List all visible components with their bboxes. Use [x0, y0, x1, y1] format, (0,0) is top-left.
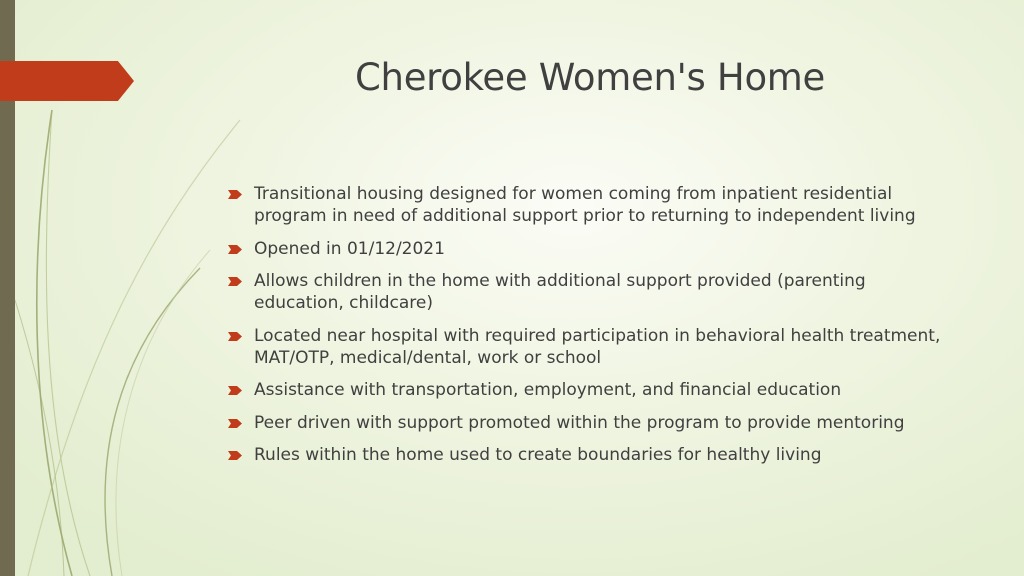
bullet-item [228, 379, 948, 401]
bullet-text: Peer driven with support promoted within the program to provide mentoring [254, 412, 905, 433]
bullet-item [228, 444, 948, 466]
arrowhead-bullet-icon [228, 451, 242, 460]
arrowhead-bullet-icon [228, 386, 242, 395]
bullet-item [228, 183, 948, 227]
bullet-item [228, 270, 948, 314]
bullet-text: Transitional housing designed for women coming from inpatient residential program in need of additional support prior to returning to independent living [254, 184, 916, 226]
bullet-text: Allows children in the home with additional support provided (parenting education, childcare) [254, 271, 866, 313]
bullet-text: Rules within the home used to create boundaries for healthy living [254, 445, 822, 465]
slide-title: Cherokee Women's Home [355, 56, 825, 99]
bullet-item [228, 325, 948, 369]
arrowhead-bullet-icon [228, 245, 242, 254]
bullet-text: Located near hospital with required participation in behavioral health treatment, MAT/OTP, medical/dental, work or school [254, 325, 941, 368]
arrowhead-bullet-icon [228, 419, 242, 428]
bullet-text: Opened in 01/12/2021 [254, 238, 445, 259]
bullet-item [228, 238, 948, 260]
bullet-text: Assistance with transportation, employment, and financial education [254, 380, 842, 400]
arrowhead-bullet-icon [228, 277, 242, 286]
arrowhead-bullet-icon [228, 190, 242, 199]
bullet-item [228, 412, 948, 434]
arrowhead-bullet-icon [228, 332, 242, 341]
bullet-list [228, 183, 948, 477]
title-accent-arrow [0, 61, 134, 101]
